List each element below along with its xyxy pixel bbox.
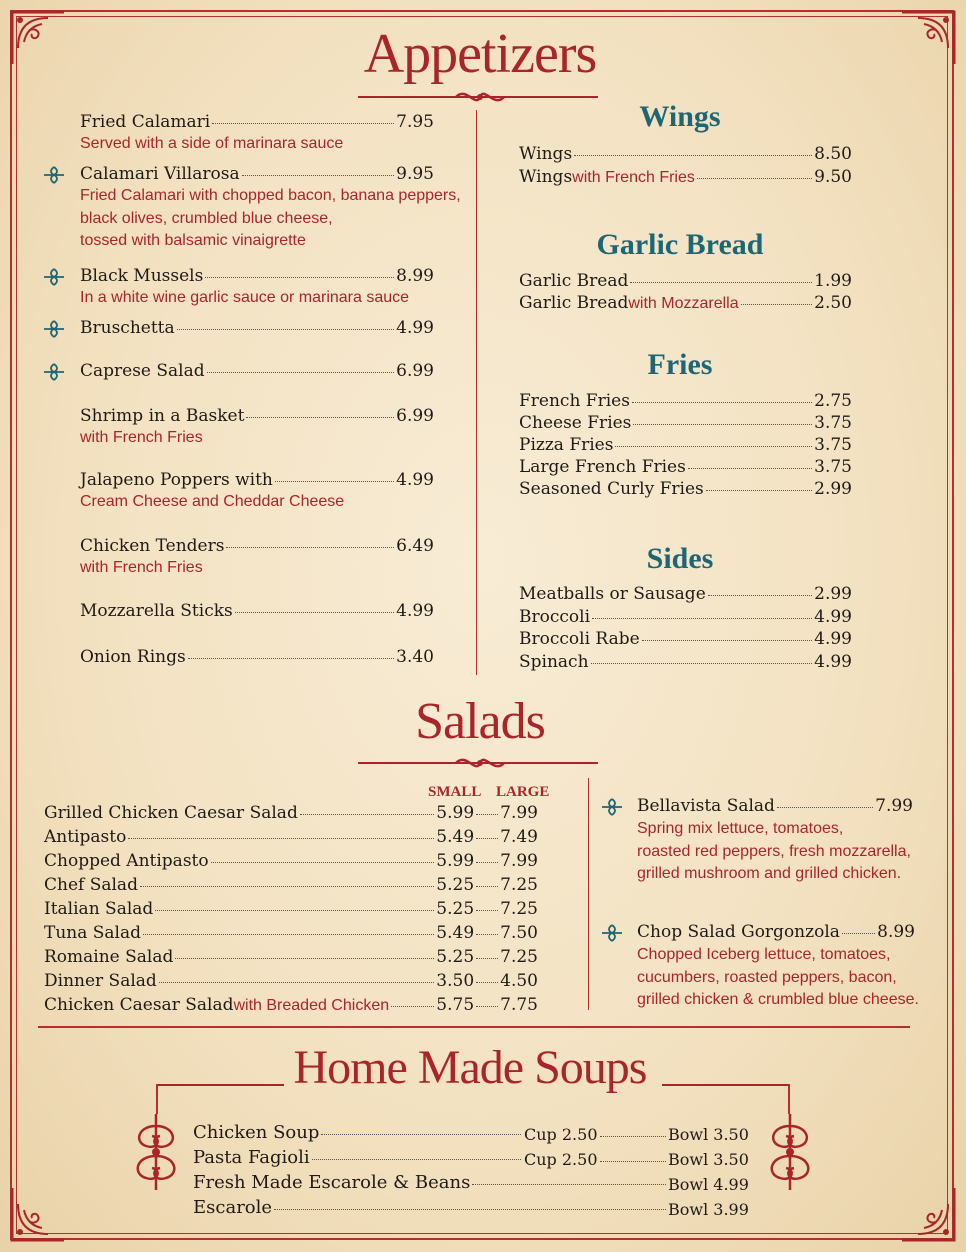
menu-item: Fried Calamari 7.95 [80,112,434,132]
corner-ornament-icon [8,1184,68,1244]
item-description: with French Fries [80,559,203,576]
fries-title: Fries [647,348,713,381]
menu-item: Antipasto 5.49 7.49 [44,827,538,847]
menu-item: Chopped Antipasto 5.99 7.99 [44,851,538,871]
title-rule [156,1084,158,1114]
title-rule [788,1084,790,1114]
menu-item: Shrimp in a Basket 6.99 [80,406,434,426]
large-column-header: LARGE [496,784,550,800]
garlic-bread-title: Garlic Bread [596,228,764,261]
cup-price: Cup 2.50 [524,1150,668,1170]
menu-item: Garlic Bread 1.99 [519,271,852,291]
menu-item: Broccoli Rabe 4.99 [519,629,852,649]
bowl-price: Bowl 4.99 [668,1175,749,1194]
menu-item: Jalapeno Poppers with 4.99 [80,470,434,490]
leaf-icon [600,796,624,818]
menu-item: Bruschetta 4.99 [80,318,434,338]
menu-item: Cheese Fries 3.75 [519,413,852,433]
corner-ornament-icon [898,8,958,68]
corner-ornament-icon [898,1184,958,1244]
leaf-icon [42,361,66,383]
menu-item: Fresh Made Escarole & Beans [193,1173,668,1193]
wings-title: Wings [639,100,721,133]
menu-item: Calamari Villarosa 9.95 [80,164,434,184]
item-description: with French Fries [80,429,203,446]
title-rule [156,1084,284,1086]
menu-item: Tuna Salad 5.49 7.50 [44,923,538,943]
soups-title: Home Made Soups [293,1041,647,1094]
menu-item: Large French Fries 3.75 [519,457,852,477]
menu-item: Onion Rings 3.40 [80,647,434,667]
menu-item: Chef Salad 5.25 7.25 [44,875,538,895]
flourish-icon [450,86,510,108]
menu-item: Broccoli 4.99 [519,607,852,627]
sides-title: Sides [646,542,714,575]
scroll-ornament-icon [762,1112,818,1192]
menu-item: Grilled Chicken Caesar Salad 5.99 7.99 [44,803,538,823]
cup-price: Cup 2.50 [524,1125,668,1145]
menu-item: Mozzarella Sticks 4.99 [80,601,434,621]
menu-item: Wings 8.50 [519,144,852,164]
item-description: Fried Calamari with chopped bacon, banana peppers, black olives, crumbled blue cheese, tossed with balsamic vinaigrette [80,187,461,249]
menu-item: Escarole [193,1198,668,1218]
menu-item: Pizza Fries 3.75 [519,435,852,455]
corner-ornament-icon [8,8,68,68]
menu-item: Seasoned Curly Fries 2.99 [519,479,852,499]
small-column-header: SMALL [428,784,482,800]
item-description: Spring mix lettuce, tomatoes, roasted red peppers, fresh mozzarella, grilled mushroom and grilled chicken. [637,820,911,882]
leaf-icon [42,318,66,340]
appetizers-title: Appetizers [363,23,597,85]
menu-item: Meatballs or Sausage 2.99 [519,584,852,604]
menu-item: Dinner Salad 3.50 4.50 [44,971,538,991]
menu-item: Spinach 4.99 [519,652,852,672]
menu-item: Black Mussels 8.99 [80,266,434,286]
menu-item: Chicken Caesar Salad with Breaded Chicken 5.75 7.75 [44,995,538,1015]
menu-item: Italian Salad 5.25 7.25 [44,899,538,919]
leaf-icon [600,922,624,944]
menu-item: Pasta Fagioli [193,1148,523,1168]
menu-item: Caprese Salad 6.99 [80,361,434,381]
item-description: In a white wine garlic sauce or marinara sauce [80,289,410,306]
item-description: Cream Cheese and Cheddar Cheese [80,493,345,510]
menu-item: French Fries 2.75 [519,391,852,411]
scroll-ornament-icon [128,1112,184,1192]
menu-item: Chop Salad Gorgonzola 8.99 [637,922,915,942]
leaf-icon [42,164,66,186]
section-divider [38,1026,910,1028]
menu-item: Chicken Tenders 6.49 [80,536,434,556]
bowl-price: Bowl 3.50 [668,1125,749,1144]
item-description: Chopped Iceberg lettuce, tomatoes, cucumbers, roasted peppers, bacon, grilled chicken & crumbled blue cheese. [637,946,919,1008]
column-divider [588,778,589,1010]
menu-item: Romaine Salad 5.25 7.25 [44,947,538,967]
menu-item: Garlic Bread with Mozzarella 2.50 [519,293,852,313]
item-description: Served with a side of marinara sauce [80,135,344,152]
menu-item: Wings with French Fries 9.50 [519,167,852,187]
bowl-price: Bowl 3.50 [668,1150,749,1169]
bowl-price: Bowl 3.99 [668,1200,749,1219]
salads-title: Salads [415,693,545,750]
leaf-icon [42,266,66,288]
column-divider [476,110,477,675]
flourish-icon [450,752,510,774]
menu-item: Bellavista Salad 7.99 [637,796,913,816]
menu-item: Chicken Soup [193,1123,523,1143]
title-rule [662,1084,790,1086]
